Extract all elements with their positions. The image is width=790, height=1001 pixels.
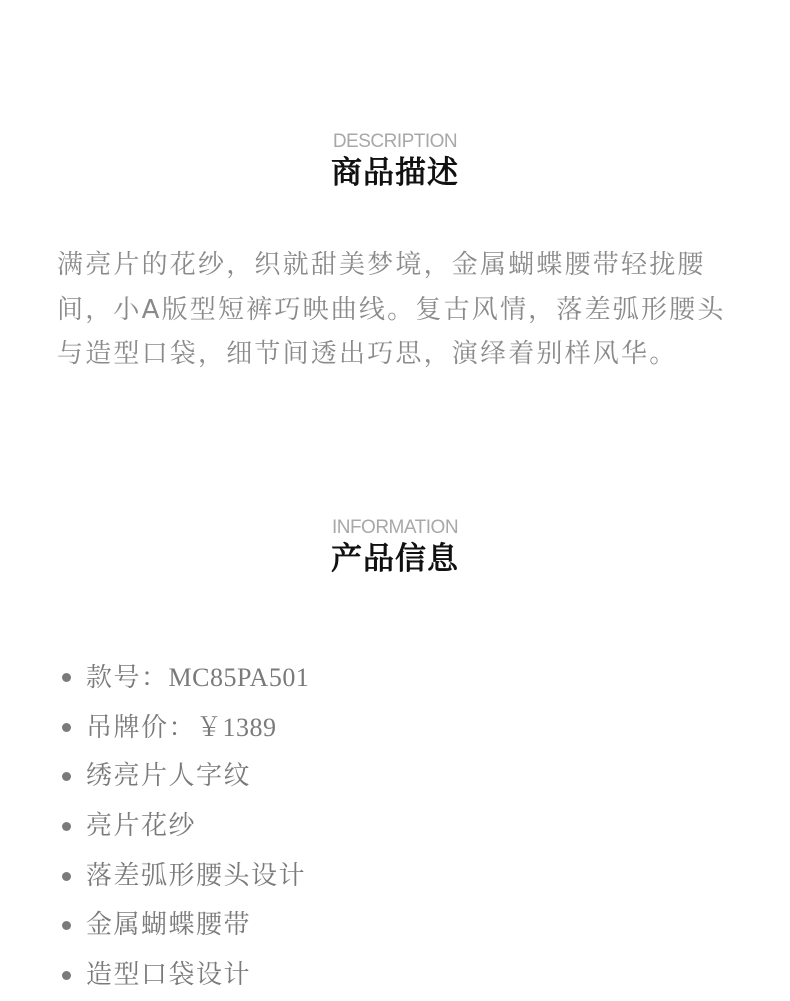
item-label: 绣亮片人字纹 [86, 761, 252, 792]
item-value: ￥1389 [196, 712, 277, 742]
description-text: 满亮片的花纱，织就甜美梦境，金属蝴蝶腰带轻拢腰间，小A版型短裤巧映曲线。复古风情，落差弧形腰头与造型口袋，细节间透出巧思，演绎着别样风华。 [57, 250, 726, 369]
bullet-icon [62, 872, 71, 881]
bullet-icon [62, 822, 71, 831]
item-label: 造型口袋设计 [86, 960, 252, 991]
description-heading: 商品描述 [331, 155, 459, 191]
bullet-icon [62, 723, 71, 732]
item-label: 款号： [86, 663, 169, 693]
item-value: MC85PA501 [168, 663, 310, 692]
bullet-icon [62, 971, 71, 980]
description-heading-en: DESCRIPTION [332, 131, 458, 152]
information-heading-en: INFORMATION [331, 517, 459, 538]
item-label: 金属蝴蝶腰带 [86, 910, 252, 941]
bullet-icon [62, 921, 71, 930]
item-label: 吊牌价： [86, 712, 197, 743]
information-heading: 产品信息 [331, 541, 459, 577]
item-label: 亮片花纱 [86, 811, 197, 842]
item-label: 落差弧形腰头设计 [86, 860, 307, 891]
bullet-icon [62, 772, 71, 781]
bullet-icon [62, 673, 71, 682]
